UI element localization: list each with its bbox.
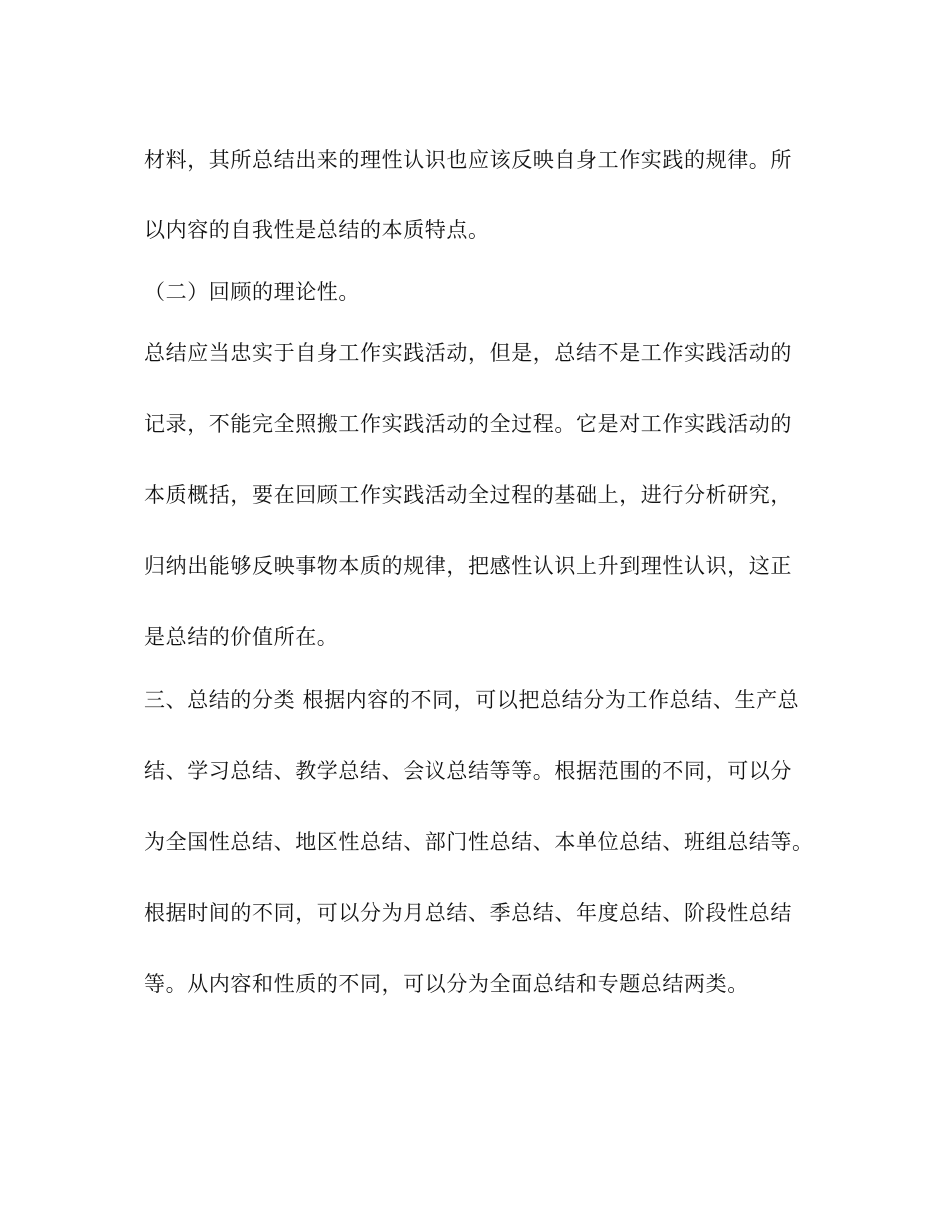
section-heading-2: （二）回顾的理论性。 bbox=[144, 280, 360, 304]
section-heading-3: 三、总结的分类 根据内容的不同，可以把总结分为工作总结、生产总 bbox=[144, 688, 800, 712]
paragraph-line-7: 是总结的价值所在。 bbox=[144, 625, 339, 649]
paragraph-line-1: 材料，其所总结出来的理性认识也应该反映自身工作实践的规律。所 bbox=[144, 148, 792, 172]
paragraph-line-4: 记录，不能完全照搬工作实践活动的全过程。它是对工作实践活动的 bbox=[144, 412, 792, 436]
paragraph-line-8: 结、学习总结、教学总结、会议总结等等。根据范围的不同，可以分 bbox=[144, 759, 792, 783]
paragraph-line-3: 总结应当忠实于自身工作实践活动，但是，总结不是工作实践活动的 bbox=[144, 341, 792, 365]
paragraph-line-5: 本质概括，要在回顾工作实践活动全过程的基础上，进行分析研究， bbox=[144, 483, 792, 507]
paragraph-line-2: 以内容的自我性是总结的本质特点。 bbox=[144, 218, 490, 242]
paragraph-line-10: 根据时间的不同，可以分为月总结、季总结、年度总结、阶段性总结 bbox=[144, 901, 792, 925]
paragraph-line-11: 等。从内容和性质的不同，可以分为全面总结和专题总结两类。 bbox=[144, 972, 749, 996]
paragraph-line-9: 为全国性总结、地区性总结、部门性总结、本单位总结、班组总结等。 bbox=[144, 830, 814, 854]
paragraph-line-6: 归纳出能够反映事物本质的规律，把感性认识上升到理性认识，这正 bbox=[144, 554, 792, 578]
